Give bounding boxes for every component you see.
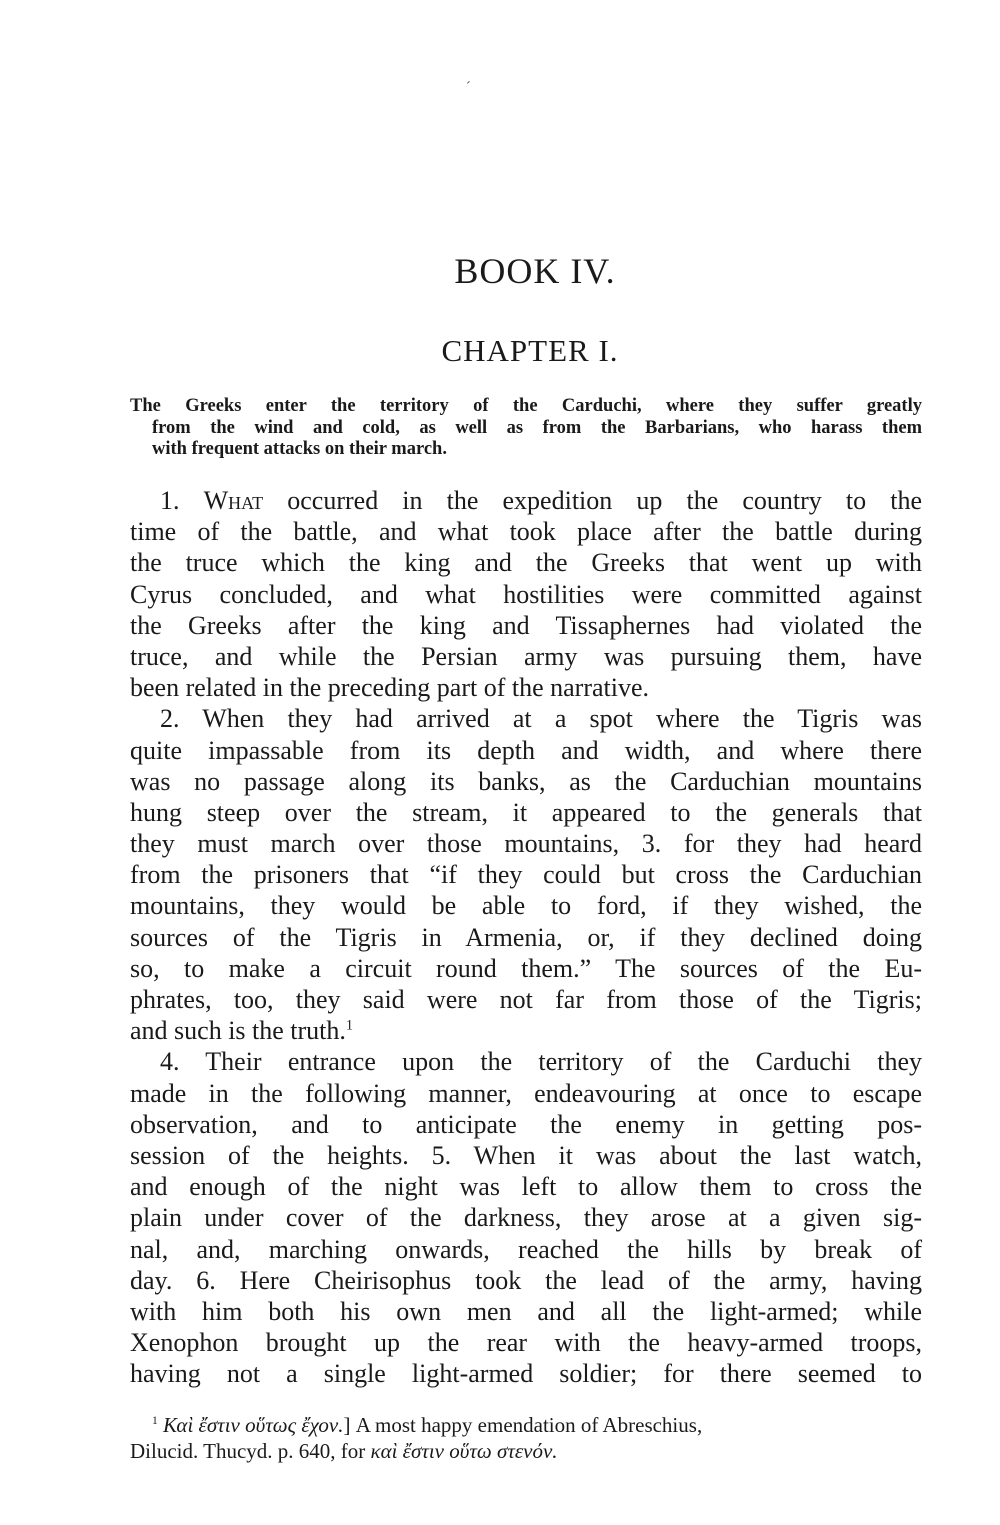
body-line: plain under cover of the darkness, they arose at a given sig- — [130, 1203, 922, 1233]
body-line: 4. Their entrance upon the territory of the Carduchi they — [160, 1047, 922, 1077]
summary-line: The Greeks enter the territory of the Carduchi, where they suffer greatly — [130, 396, 922, 416]
body-line: from the prisoners that “if they could but cross the Carduchian — [130, 860, 922, 890]
body-line: with him both his own men and all the light-armed; while — [130, 1296, 922, 1326]
body-line: day. 6. Here Cheirisophus took the lead of the army, having — [130, 1265, 922, 1295]
body-line — [130, 485, 922, 516]
body-line: time of the battle, and what took place after the battle during — [130, 517, 922, 547]
body-line: session of the heights. 5. When it was about the last watch, — [130, 1140, 922, 1170]
body-line: and enough of the night was left to allow them to cross the — [130, 1172, 922, 1202]
summary-line: from the wind and cold, as well as from the Barbarians, who harass them — [152, 417, 922, 438]
body-line — [130, 1015, 922, 1046]
body-line: mountains, they would be able to ford, if they wished, the — [130, 891, 922, 921]
body-line: hung steep over the stream, it appeared to the generals that — [130, 797, 922, 827]
footnote-line — [130, 1438, 922, 1464]
book-title: BOOK IV. — [454, 251, 616, 291]
section-number: 1. — [160, 486, 180, 515]
footnote-line — [130, 1412, 922, 1438]
body-line: they must march over those mountains, 3. for they had heard — [130, 829, 922, 859]
footnote-greek: καὶ ἔστιν οὕτω στενόν. — [370, 1439, 558, 1463]
body-line: Xenophon brought up the rear with the heavy-armed troops, — [130, 1328, 922, 1358]
footnote-marker: 1 — [152, 1415, 158, 1427]
footnote — [130, 1412, 922, 1464]
body-line: having not a single light-armed soldier; for there seemed to — [130, 1359, 922, 1389]
body-line: been related in the preceding part of the narrative. — [130, 673, 650, 703]
footnote-greek: Καὶ ἔστιν οὕτως ἔχον. — [163, 1413, 344, 1437]
footnote-text: ] A most happy emendation of Abreschius, — [343, 1413, 703, 1437]
body-line: 2. When they had arrived at a spot where the Tigris was — [160, 704, 922, 734]
body-line: truce, and while the Persian army was pursuing them, have — [130, 641, 922, 671]
stray-mark: ´ — [466, 80, 471, 95]
body-line: the Greeks after the king and Tissaphernes had violated the — [130, 610, 922, 640]
drop-word: What — [203, 486, 264, 515]
chapter-summary — [130, 396, 922, 461]
body-line: phrates, too, they said were not far from those of the Tigris; — [130, 985, 922, 1014]
footnote-text: Dilucid. Thucyd. p. 640, for — [130, 1439, 371, 1463]
body-line-text: and such is the truth. — [130, 1016, 346, 1046]
body-text — [130, 485, 922, 1389]
body-line: quite impassable from its depth and width, and where there — [130, 735, 922, 765]
body-line: so, to make a circuit round them.” The sources of the Eu- — [130, 953, 922, 983]
body-line: the truce which the king and the Greeks that went up with — [130, 548, 922, 578]
footnote-ref: 1 — [345, 1017, 354, 1034]
body-line: sources of the Tigris in Armenia, or, if they declined doing — [130, 922, 922, 952]
body-line: was no passage along its banks, as the Carduchian mountains — [130, 766, 922, 796]
body-line: Cyrus concluded, and what hostilities were committed against — [130, 579, 922, 609]
body-line: nal, and, marching onwards, reached the hills by break of — [130, 1234, 922, 1264]
summary-line: with frequent attacks on their march. — [152, 439, 447, 459]
body-line: observation, and to anticipate the enemy in getting pos- — [130, 1109, 922, 1139]
body-line-text: occurred in the expedition up the country to the — [263, 486, 922, 515]
chapter-title: CHAPTER I. — [441, 333, 619, 368]
body-line: made in the following manner, endeavouring at once to escape — [130, 1078, 922, 1108]
